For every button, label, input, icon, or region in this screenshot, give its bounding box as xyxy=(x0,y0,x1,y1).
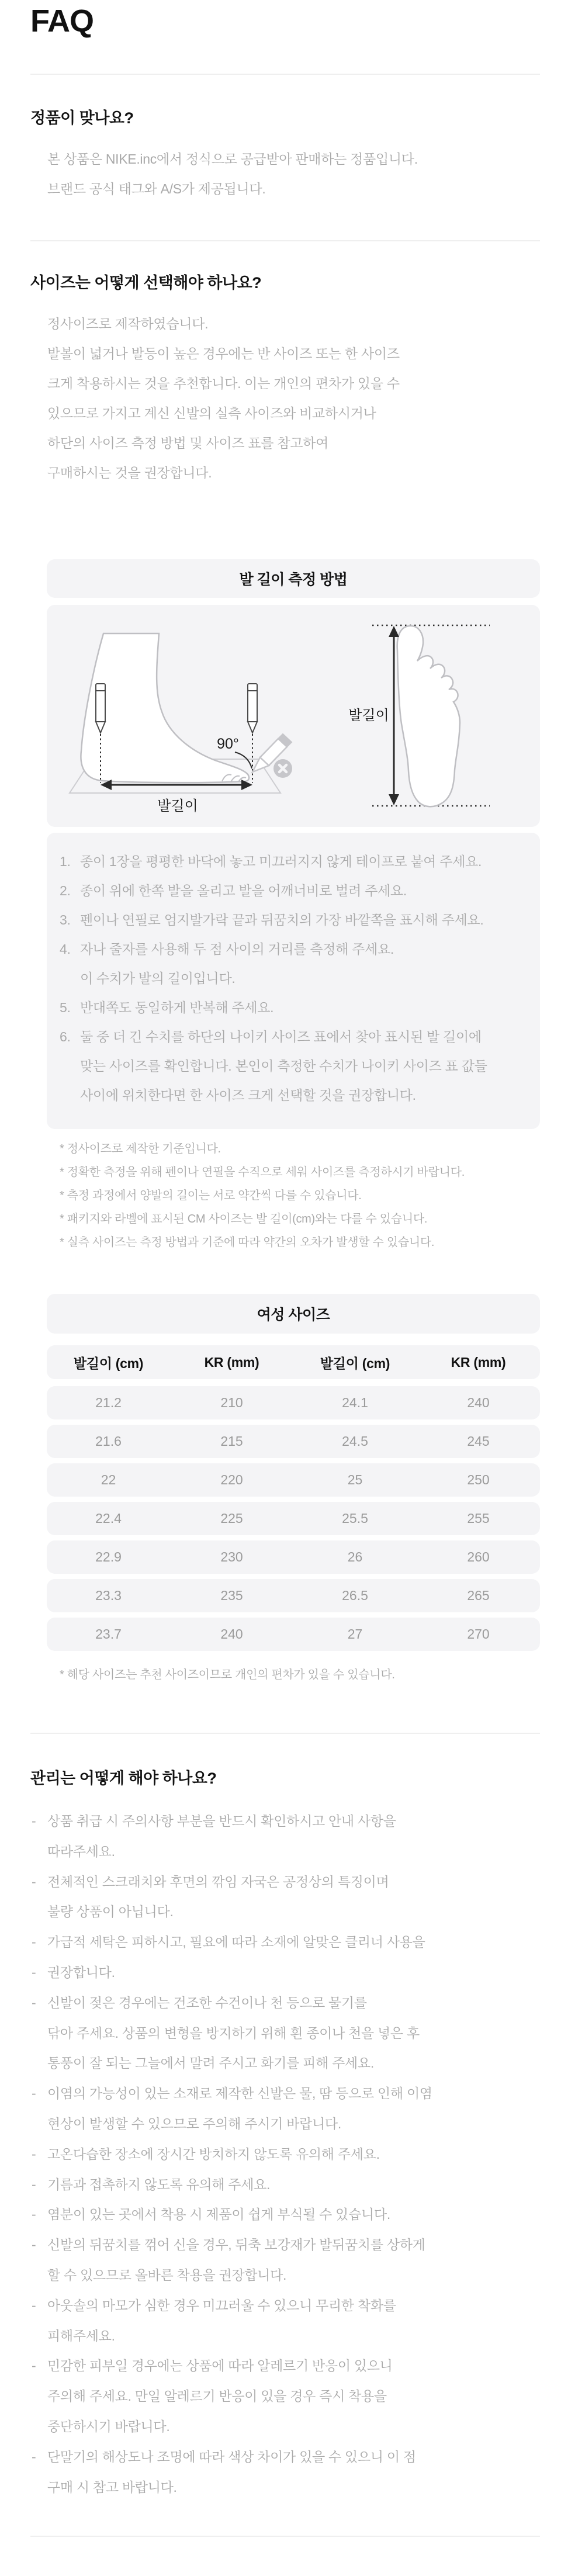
care-item xyxy=(30,2230,540,2291)
step-line: 종이 위에 한쪽 발을 올리고 발을 어깨너비로 벌려 주세요. xyxy=(80,883,407,898)
care-item xyxy=(30,2200,540,2230)
sizing-heading: 사이즈는 어떻게 선택해야 하나요? xyxy=(30,274,262,292)
size-table-header-row xyxy=(47,1345,540,1379)
care-item xyxy=(30,2170,540,2200)
measure-guide-steps-box xyxy=(47,833,540,1129)
care-item xyxy=(30,1867,540,1928)
care-line: 이염의 가능성이 있는 소재로 제작한 신발은 물, 땀 등으로 인해 이염 xyxy=(47,2086,432,2101)
divider xyxy=(30,1733,540,1734)
step-line: 둘 중 더 긴 수치를 하단의 나이키 사이즈 표에서 찾아 표시된 발 길이에 xyxy=(80,1029,482,1044)
cell: 240 xyxy=(467,1395,490,1410)
note-line: * 정사이즈로 제작한 기준입니다. xyxy=(60,1142,221,1155)
care-line: 중단하시기 바랍니다. xyxy=(47,2418,170,2434)
cell: 25.5 xyxy=(342,1511,368,1526)
step-number: 3. xyxy=(60,912,71,927)
size-table-row xyxy=(47,1386,540,1419)
pencil-left-icon xyxy=(96,684,105,733)
size-table-title: 여성 사이즈 xyxy=(257,1307,330,1323)
measure-guide-title-box xyxy=(47,559,540,598)
x-circle-icon xyxy=(273,759,292,778)
cell: 210 xyxy=(220,1395,243,1410)
dash-marker: - xyxy=(32,2449,36,2464)
cell: 25 xyxy=(347,1472,363,1487)
measure-step xyxy=(60,847,529,876)
dash-marker: - xyxy=(32,1995,36,2010)
measure-guide-title: 발 길이 측정 방법 xyxy=(239,572,348,588)
step-number: 5. xyxy=(60,1000,71,1015)
cell: 23.3 xyxy=(95,1588,122,1603)
step-line: 펜이나 연필로 엄지발가락 끝과 뒤꿈치의 가장 바깥쪽을 표시해 주세요. xyxy=(80,912,484,927)
cell: 22 xyxy=(101,1472,116,1487)
cell: 225 xyxy=(220,1511,243,1526)
care-line: 불량 상품이 아닙니다. xyxy=(47,1904,174,1920)
measure-step xyxy=(60,876,529,905)
care-line: 상품 취급 시 주의사항 부분을 반드시 확인하시고 안내 사항을 xyxy=(47,1813,396,1829)
divider xyxy=(30,74,540,75)
step-line: 사이에 위치한다면 한 사이즈 크게 선택할 것을 권장합니다. xyxy=(80,1088,416,1103)
column-header: 발길이 (cm) xyxy=(73,1355,144,1371)
cell: 245 xyxy=(467,1434,490,1449)
cell: 22.4 xyxy=(95,1511,122,1526)
care-list xyxy=(30,1806,540,2502)
note-line: * 패키지와 라벨에 표시된 CM 사이즈는 발 길이(cm)와는 다를 수 있습니다. xyxy=(60,1213,428,1225)
care-line: 현상이 발생할 수 있으므로 주의해 주시기 바랍니다. xyxy=(47,2115,341,2131)
care-item xyxy=(30,1927,540,1958)
column-header: KR (mm) xyxy=(451,1354,506,1370)
measure-guide-diagram-box xyxy=(47,605,540,827)
column-header: KR (mm) xyxy=(204,1354,259,1370)
page-title: FAQ xyxy=(30,4,94,39)
size-table-row xyxy=(47,1502,540,1535)
size-table-title-box xyxy=(47,1294,540,1334)
cell: 220 xyxy=(220,1472,243,1487)
care-line: 기름과 접촉하지 않도록 유의해 주세요. xyxy=(47,2176,271,2192)
step-line: 자나 줄자를 사용해 두 점 사이의 거리를 측정해 주세요. xyxy=(80,941,394,957)
care-line: 통풍이 잘 되는 그늘에서 말려 주시고 화기를 피해 주세요. xyxy=(47,2055,374,2071)
care-item xyxy=(30,2079,540,2139)
pencil-right-icon xyxy=(248,684,257,733)
body-line: 크게 착용하시는 것을 추천합니다. 이는 개인의 편차가 있을 수 xyxy=(47,376,400,391)
dash-marker: - xyxy=(32,1934,36,1950)
body-line: 있으므로 가지고 계신 신발의 실측 사이즈와 비교하시거나 xyxy=(47,406,376,421)
care-line: 민감한 피부일 경우에는 상품에 따라 알레르기 반응이 있으니 xyxy=(47,2358,393,2374)
step-number: 4. xyxy=(60,941,71,957)
step-line: 종이 1장을 평평한 바닥에 놓고 미끄러지지 않게 테이프로 붙여 주세요. xyxy=(80,854,482,869)
cell: 235 xyxy=(220,1588,243,1603)
angle-label: 90° xyxy=(217,736,239,752)
arrowhead xyxy=(389,626,399,637)
size-table-row xyxy=(47,1425,540,1458)
divider xyxy=(30,240,540,241)
care-item xyxy=(30,2139,540,2170)
body-line: 발볼이 넓거나 발등이 높은 경우에는 반 사이즈 또는 한 사이즈 xyxy=(47,346,400,361)
dash-marker: - xyxy=(32,2237,36,2253)
care-item xyxy=(30,1988,540,2079)
size-table-note: * 해당 사이즈는 추천 사이즈이므로 개인의 편차가 있을 수 있습니다. xyxy=(60,1668,395,1681)
dash-marker: - xyxy=(32,2297,36,2313)
cell: 21.2 xyxy=(95,1395,122,1410)
cell: 22.9 xyxy=(95,1549,122,1564)
authenticity-body xyxy=(30,144,540,204)
care-line: 신발의 뒤꿈치를 꺾어 신을 경우, 뒤축 보강재가 발뒤꿈치를 상하게 xyxy=(47,2237,425,2253)
care-line: 아웃솔의 마모가 심한 경우 미끄러울 수 있으니 무리한 착화를 xyxy=(47,2297,396,2313)
care-item xyxy=(30,2351,540,2442)
dash-marker: - xyxy=(32,2207,36,2222)
cell: 23.7 xyxy=(95,1626,122,1642)
size-table-row xyxy=(47,1618,540,1651)
side-foot-length-label: 발길이 xyxy=(157,798,198,814)
angle-arc xyxy=(235,752,252,768)
care-line: 닦아 주세요. 상품의 변형을 방지하기 위해 흰 종이나 천을 넣은 후 xyxy=(47,2025,420,2041)
cell: 26.5 xyxy=(342,1588,368,1603)
measure-step xyxy=(60,934,529,993)
size-table-row xyxy=(47,1540,540,1574)
cell: 26 xyxy=(347,1549,363,1564)
care-line: 피해주세요. xyxy=(47,2328,115,2343)
cell: 260 xyxy=(467,1549,490,1564)
note-line: * 측정 과정에서 양발의 길이는 서로 약간씩 다를 수 있습니다. xyxy=(60,1189,362,1202)
care-item xyxy=(30,2442,540,2503)
dash-marker: - xyxy=(32,2358,36,2374)
care-line: 염분이 있는 곳에서 착용 시 제품이 쉽게 부식될 수 있습니다. xyxy=(47,2207,390,2222)
step-number: 2. xyxy=(60,883,71,898)
cell: 265 xyxy=(467,1588,490,1603)
care-line: 주의해 주세요. 만일 알레르기 반응이 있을 경우 즉시 착용을 xyxy=(47,2388,387,2404)
cell: 255 xyxy=(467,1511,490,1526)
care-line: 단말기의 해상도나 조명에 따라 색상 차이가 있을 수 있으니 이 점 xyxy=(47,2449,416,2464)
care-line: 전체적인 스크래치와 후면의 깎임 자국은 공정상의 특징이며 xyxy=(47,1874,389,1889)
care-item xyxy=(30,2291,540,2352)
size-table-row xyxy=(47,1579,540,1612)
care-line: 구매 시 참고 바랍니다. xyxy=(47,2479,177,2495)
care-line: 할 수 있으므로 올바른 착용을 권장합니다. xyxy=(47,2267,287,2283)
note-line: * 정확한 측정을 위해 펜이나 연필을 수직으로 세워 사이즈를 측정하시기 바랍니다. xyxy=(60,1166,465,1179)
care-line: 고온다습한 장소에 장시간 방치하지 않도록 유의해 주세요. xyxy=(47,2146,380,2162)
step-line: 반대쪽도 동일하게 반복해 주세요. xyxy=(80,1000,274,1015)
cell: 215 xyxy=(220,1434,243,1449)
cell: 250 xyxy=(467,1472,490,1487)
step-number: 6. xyxy=(60,1029,71,1044)
section-sizing xyxy=(30,273,540,488)
divider xyxy=(30,2536,540,2537)
column-header: 발길이 (cm) xyxy=(320,1355,390,1371)
step-line: 맞는 사이즈를 확인합니다. 본인이 측정한 수치가 나이키 사이즈 표 값들 xyxy=(80,1058,487,1074)
body-line: 브랜드 공식 태그와 A/S가 제공됩니다. xyxy=(47,181,266,196)
body-line: 본 상품은 NIKE.inc에서 정식으로 공급받아 판매하는 정품입니다. xyxy=(47,151,418,167)
body-line: 하단의 사이즈 측정 방법 및 사이즈 표를 참고하여 xyxy=(47,435,328,451)
dash-marker: - xyxy=(32,1874,36,1889)
care-item xyxy=(30,1958,540,1988)
size-table-row xyxy=(47,1463,540,1497)
cell: 27 xyxy=(347,1626,363,1642)
care-line: 신발이 젖은 경우에는 건조한 수건이나 천 등으로 물기를 xyxy=(47,1995,367,2010)
care-heading: 관리는 어떻게 해야 하나요? xyxy=(30,1770,217,1787)
body-line: 정사이즈로 제작하였습니다. xyxy=(47,316,209,331)
measure-step xyxy=(60,1022,529,1110)
measure-step xyxy=(60,993,529,1022)
cell: 240 xyxy=(220,1626,243,1642)
foot-measurement-diagram xyxy=(47,605,540,827)
cell: 24.5 xyxy=(342,1434,368,1449)
foot-sole-illustration xyxy=(397,626,460,806)
dash-marker: - xyxy=(32,1813,36,1829)
body-line: 구매하시는 것을 권장합니다. xyxy=(47,465,212,480)
care-line: 따라주세요. xyxy=(47,1843,115,1859)
dash-marker: - xyxy=(32,2146,36,2162)
authenticity-heading: 정품이 맞나요? xyxy=(30,109,134,127)
measure-guide-notes xyxy=(30,1137,540,1254)
dash-marker: - xyxy=(32,1964,36,1980)
dash-marker: - xyxy=(32,2176,36,2192)
step-number: 1. xyxy=(60,854,71,869)
care-line: 가급적 세탁은 피하시고, 필요에 따라 소재에 알맞은 클리너 사용을 xyxy=(47,1934,425,1950)
section-authenticity xyxy=(30,108,540,204)
note-line: * 실측 사이즈는 측정 방법과 기준에 따라 약간의 오차가 발생할 수 있습니다. xyxy=(60,1236,435,1249)
measure-step xyxy=(60,905,529,934)
sizing-body xyxy=(30,309,540,488)
arrowhead xyxy=(389,794,399,805)
step-line: 이 수치가 발의 길이입니다. xyxy=(80,971,236,986)
cell: 230 xyxy=(220,1549,243,1564)
cell: 21.6 xyxy=(95,1434,122,1449)
care-item xyxy=(30,1806,540,1867)
foot-side-illustration xyxy=(81,633,249,783)
sole-foot-length-label: 발길이 xyxy=(348,708,389,723)
cell: 24.1 xyxy=(342,1395,368,1410)
dash-marker: - xyxy=(32,2086,36,2101)
section-care xyxy=(30,1768,540,2502)
care-line: 권장합니다. xyxy=(47,1964,115,1980)
cell: 270 xyxy=(467,1626,490,1642)
